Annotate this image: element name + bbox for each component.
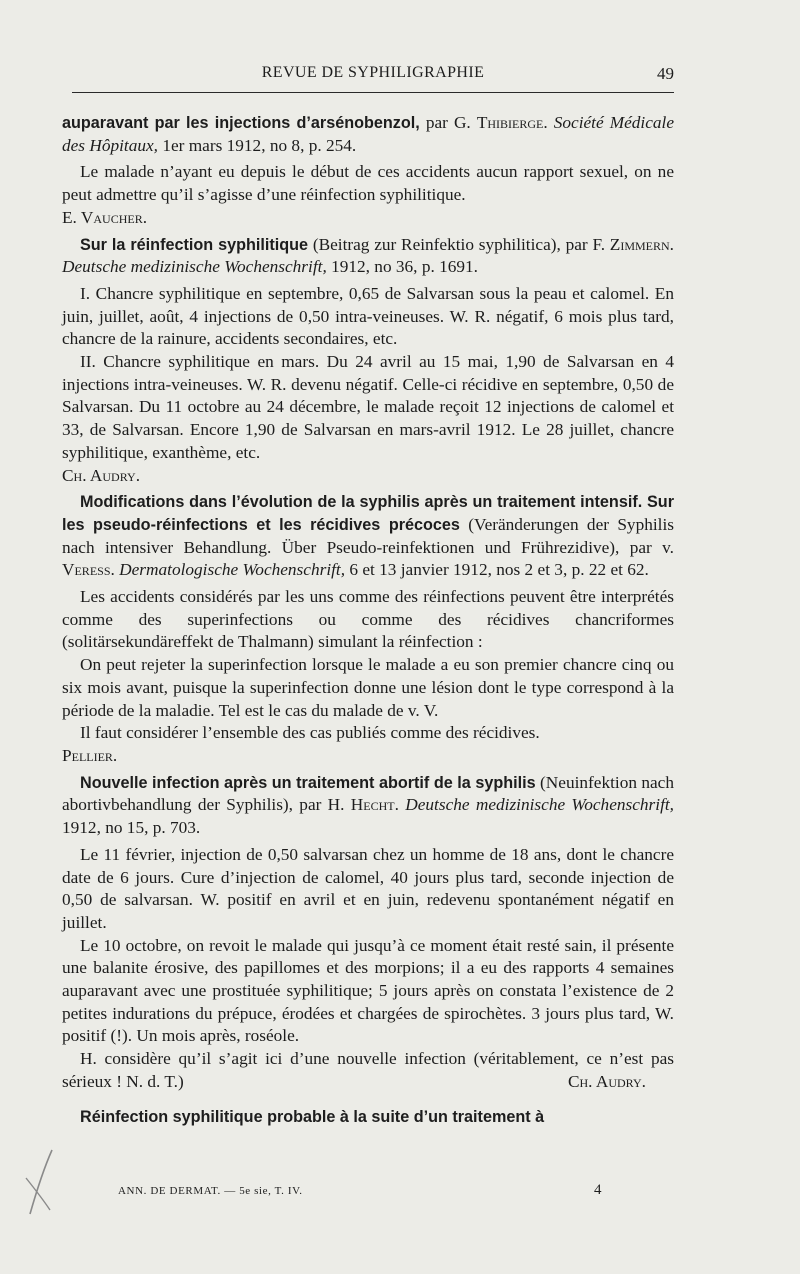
article1-citation-journal: Deutsche medizinische Wochenschrift, (62, 257, 327, 277)
article1-paragraph-2: II. Chancre syphilitique en mars. Du 24 avril au 15 mai, 1,90 de Salvarsan en 4 injections intra-veineuses. W. R. devenu négatif. Celle-ci récidive en septembre, 0,50 de Salvarsan. Du 11 octobre au 24 décembre, le malade reçoit 12 injections de calomel et 33, de Salvarsan. Encore 1,90 de Salvarsan en mars-avril 1912. Le 28 juillet, chancre syphilitique, exanthème, etc. (62, 352, 674, 462)
pencil-mark-icon (22, 1148, 58, 1218)
article1-citation (62, 234, 674, 279)
article3-paragraph-2: Le 10 octobre, on revoit le malade qui jusqu’à ce moment était resté sain, il présente une balanite érosive, des papillomes et des morpions; il a eu des rapports 4 semaines auparavant avec une prostituée syphilitique; 5 jours après on constata l’existence de 2 petites indurations du prépuce, érodées et chargées de spirochètes. 3 jours plus tard, W. positif (!). Un mois après, roséole. (62, 935, 674, 1046)
article4-heading: Réinfection syphilitique probable à la suite d’un traitement à (80, 1107, 545, 1126)
article2-paragraph-3: Il faut considérer l’ensemble des cas publiés comme des récidives. (80, 723, 540, 743)
article3-paragraph-1: Le 11 février, injection de 0,50 salvarsan chez un homme de 18 ans, dont le chancre date de 6 jours. Cure d’injection de calomel, 40 jours plus tard, seconde injection de 0,50 de salvarsan. W. positif en avril et en juin, redevenu spontanément négatif en juillet. (62, 844, 674, 932)
intro-citation-journal: Société Médicale des Hôpitaux, (62, 113, 674, 155)
intro-citation-author-name: Thibierge. (476, 113, 548, 132)
page-number: 49 (657, 64, 674, 83)
article3-citation (62, 772, 674, 840)
article2-citation-journal: Dermatologische Wochenschrift, (119, 560, 346, 580)
article3-citation-journal: Deutsche medizinische Wochenschrift, (405, 795, 674, 815)
article3-heading: Nouvelle infection après un traitement abortif de la syphilis (80, 773, 536, 792)
article1-citation-rest: 1912, no 36, p. 1691. (331, 257, 478, 277)
article2-signature: Pellier. (62, 745, 118, 765)
intro-citation-rest: 1er mars 1912, no 8, p. 254. (162, 135, 357, 155)
footer-sheet-number: 4 (594, 1182, 603, 1198)
body-text (62, 112, 674, 1128)
article3-subtitle: (Neuinfektion nach abortivbehandlung der Syphilis), par H. (62, 772, 674, 815)
article3-citation-author-name: Hecht. (350, 795, 399, 815)
article4-citation (62, 1106, 674, 1129)
intro-paragraph: Le malade n’ayant eu depuis le début de ces accidents aucun rapport sexuel, on ne peut admettre qu’il s’agisse d’une réinfection syphilitique. (62, 162, 674, 205)
article2-paragraph-2: On peut rejeter la superinfection lorsque le malade a eu son premier chancre cinq ou six mois avant, puisque la superinfection donne une lésion dont le type correspond à la période de la maladie. Tel est le cas du malade de v. V. (62, 655, 674, 720)
article2-subtitle: (Veränderungen der Syphilis nach intensiver Behandlung. Über Pseudo-reinfektionen und Frührezidive), par v. (62, 514, 674, 557)
article2-paragraph-1: Les accidents considérés par les uns comme des réinfections peuvent être interprétés comme des superinfections ou comme des récidives chancriformes (solitärsekundäreffekt de Thalmann) simulant la réinfection : (62, 587, 674, 652)
article1-citation-author: par F. (565, 234, 610, 254)
intro-citation-author: par G. (425, 113, 477, 132)
article1-heading: Sur la réinfection syphilitique (80, 235, 309, 254)
article2-citation-rest: 6 et 13 janvier 1912, nos 2 et 3, p. 22 et 62. (349, 560, 649, 580)
intro-citation (62, 112, 674, 157)
article2-citation-author-name: Veress. (62, 560, 115, 580)
intro-signature: E. Vaucher. (62, 207, 148, 227)
page-footer (118, 1182, 618, 1198)
article1-paragraph-1: I. Chancre syphilitique en septembre, 0,65 de Salvarsan sous la peau et calomel. En juin, juillet, août, 4 injections de 0,50 intra-veineuses. W. R. négatif, 6 mois plus tard, chancre de la rainure, accidents secondaires, etc. (62, 283, 674, 349)
article3-paragraph-3-text: H. considère qu’il s’agit ici d’une nouvelle infection (véritablement, ce n’est pas sérieux ! N. d. T.) (62, 1049, 674, 1091)
article3-signature: Ch. Audry. (567, 1071, 646, 1091)
article1-citation-author-name: Zimmern. (609, 234, 674, 254)
article3-paragraph-3 (62, 1048, 674, 1093)
running-title: REVUE DE SYPHILIGRAPHIE (261, 64, 485, 81)
footer-signature-line: ANN. DE DERMAT. — 5e sie, T. IV. (118, 1185, 303, 1197)
article2-citation (62, 491, 674, 582)
article1-signature: Ch. Audry. (62, 465, 141, 485)
article3-citation-rest: 1912, no 15, p. 703. (62, 818, 201, 838)
running-header (72, 62, 674, 93)
article1-subtitle: (Beitrag zur Reinfektio syphilitica), (312, 234, 561, 254)
article2-heading: Modifications dans l’évolution de la syphilis après un traitement intensif. Sur les pseudo-réinfections et les récidives précoces (62, 493, 674, 534)
intro-heading: auparavant par les injections d’arsénobenzol, (62, 114, 420, 132)
